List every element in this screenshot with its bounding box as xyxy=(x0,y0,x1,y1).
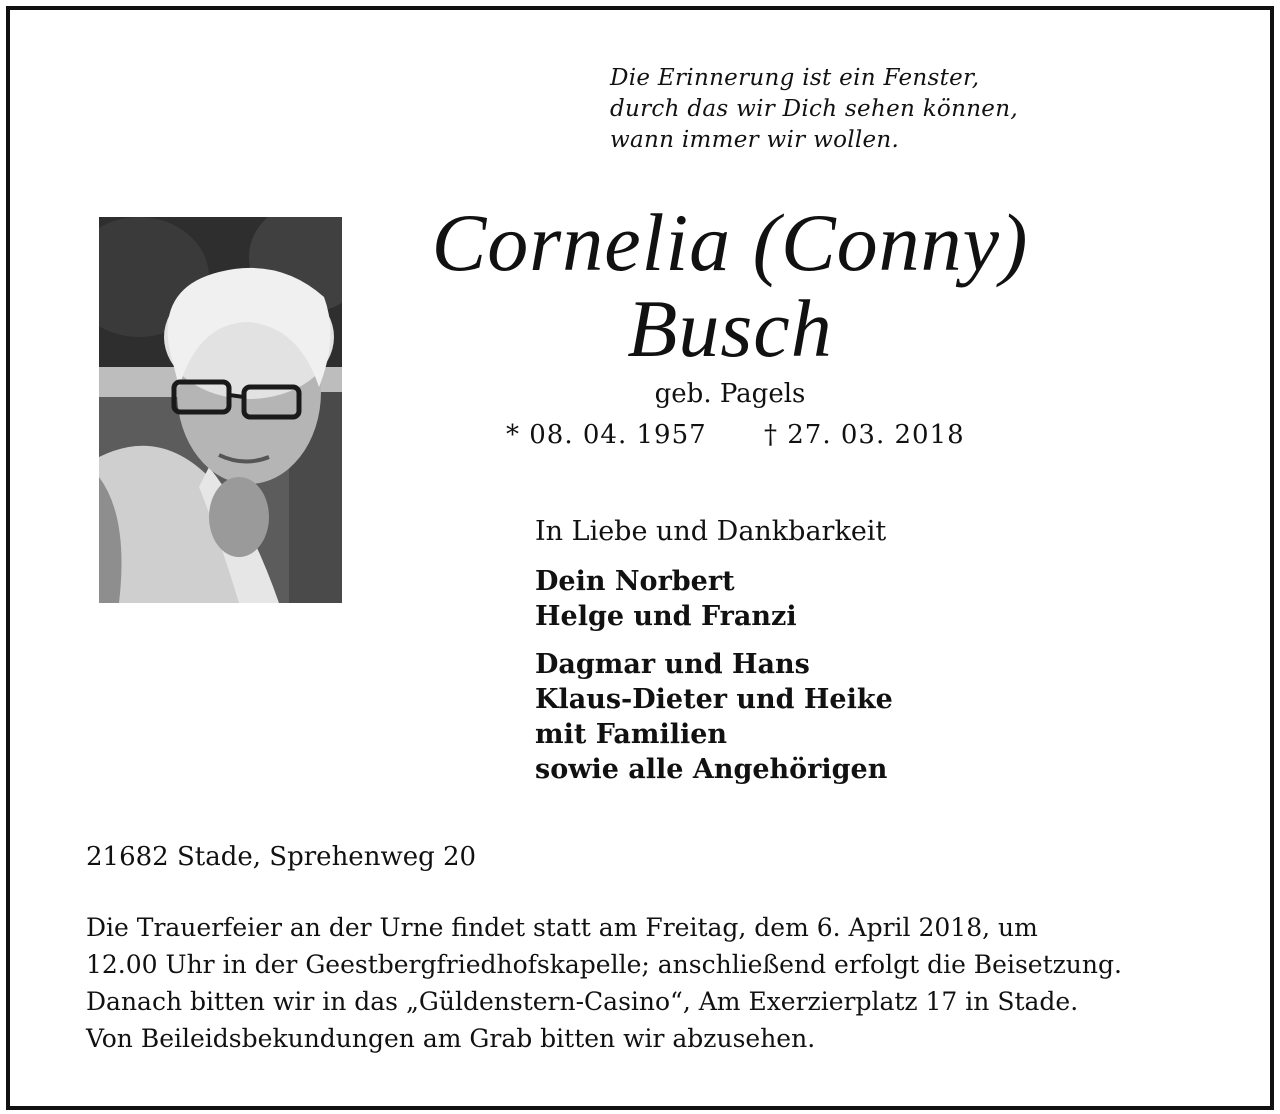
deceased-name xyxy=(360,197,1100,374)
birth-date: * 08. 04. 1957 xyxy=(506,420,707,450)
ceremony-line: 12.00 Uhr in der Geestbergfriedhofskapelle; anschließend erfolgt die Beisetzung. xyxy=(86,950,1122,979)
mourner-address: 21682 Stade, Sprehenweg 20 xyxy=(86,842,477,872)
mourner-line: Dein Norbert xyxy=(535,566,735,597)
mourners-intro: In Liebe und Dankbarkeit xyxy=(535,516,887,547)
portrait-photo xyxy=(99,217,342,603)
birth-name: geb. Pagels xyxy=(654,379,806,409)
mourner-line: Klaus-Dieter und Heike xyxy=(535,684,893,715)
ceremony-line: Danach bitten wir in das „Güldenstern-Casino“, Am Exerzierplatz 17 in Stade. xyxy=(86,987,1079,1016)
mourner-line: Dagmar und Hans xyxy=(535,649,810,680)
ceremony-line: Von Beileidsbekundungen am Grab bitten wir abzusehen. xyxy=(86,1024,816,1053)
ceremony-line: Die Trauerfeier an der Urne findet statt am Freitag, dem 6. April 2018, um xyxy=(86,913,1038,942)
name-line-last: Busch xyxy=(627,283,833,374)
quote-line: wann immer wir wollen. xyxy=(610,127,900,153)
mourner-line: mit Familien xyxy=(535,719,728,750)
mourners-group-extended xyxy=(535,647,893,787)
quote-line: Die Erinnerung ist ein Fenster, xyxy=(610,65,980,91)
name-line-first: Cornelia (Conny) xyxy=(431,197,1029,288)
mourner-line: sowie alle Angehörigen xyxy=(535,754,888,785)
memorial-quote xyxy=(610,63,1018,156)
quote-line: durch das wir Dich sehen können, xyxy=(610,96,1018,122)
ceremony-info xyxy=(86,909,1196,1057)
death-date: † 27. 03. 2018 xyxy=(764,420,965,450)
portrait-image xyxy=(99,217,342,603)
mourners-group-close xyxy=(535,564,797,634)
mourner-line: Helge und Franzi xyxy=(535,601,797,632)
